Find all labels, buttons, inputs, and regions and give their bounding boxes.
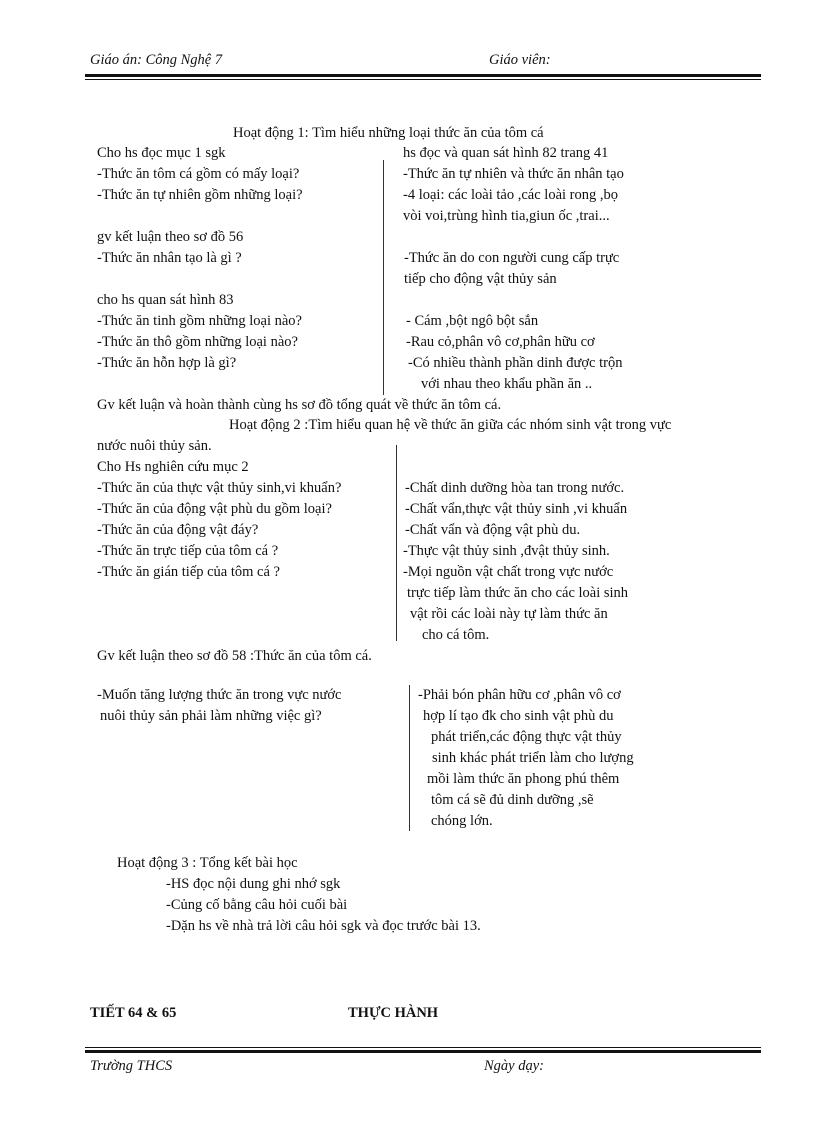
hd1-title: Hoạt động 1: Tìm hiểu những loại thức ăn của tôm cá xyxy=(233,125,544,141)
hd2-answer: -Phải bón phân hữu cơ ,phân vô cơ xyxy=(418,687,621,703)
hd1-left: -Thức ăn thô gồm những loại nào? xyxy=(97,334,298,350)
hd2-answer: sinh khác phát triển làm cho lượng xyxy=(432,750,634,766)
hd1-right: -Thức ăn do con người cung cấp trực xyxy=(404,250,620,266)
hd1-right: -Có nhiều thành phần dinh được trộn xyxy=(408,355,623,371)
hd2-title: Hoạt động 2 :Tìm hiểu quan hệ về thức ăn giữa các nhóm sinh vật trong vực xyxy=(229,417,672,433)
hd3-item: -Củng cố bằng câu hỏi cuối bài xyxy=(166,897,348,913)
hd1-left: -Thức ăn hỗn hợp là gì? xyxy=(97,355,237,371)
hd2-left: -Thức ăn của động vật đáy? xyxy=(97,522,259,538)
hd2-right: -Thực vật thủy sinh ,đvật thủy sinh. xyxy=(403,543,610,559)
hd2-right: cho cá tôm. xyxy=(422,627,490,643)
footer-right: Ngày dạy: xyxy=(484,1058,544,1074)
hd2-left: -Thức ăn gián tiếp của tôm cá ? xyxy=(97,564,280,580)
hd1-right: -Rau cỏ,phân vô cơ,phân hữu cơ xyxy=(406,334,595,350)
column-divider xyxy=(383,160,384,395)
hd1-left: Cho hs đọc mục 1 sgk xyxy=(97,145,226,161)
hd2-question: -Muốn tăng lượng thức ăn trong vực nước xyxy=(97,687,342,703)
hd1-right: hs đọc và quan sát hình 82 trang 41 xyxy=(403,145,609,161)
hd2-title-cont: nước nuôi thủy sản. xyxy=(97,438,212,454)
hd2-left: -Thức ăn của động vật phù du gồm loại? xyxy=(97,501,332,517)
hd2-answer: phát triển,các động thực vật thủy xyxy=(431,729,622,745)
hd1-right: -Thức ăn tự nhiên và thức ăn nhân tạo xyxy=(403,166,624,182)
hd2-right: -Chất dinh dưỡng hòa tan trong nước. xyxy=(405,480,625,496)
header-rule-thin xyxy=(85,79,761,80)
hd1-left: -Thức ăn tự nhiên gồm những loại? xyxy=(97,187,303,203)
hd2-right: vật rồi các loài này tự làm thức ăn xyxy=(410,606,608,622)
hd3-item: -HS đọc nội dung ghi nhớ sgk xyxy=(166,876,341,892)
hd2-left: -Thức ăn của thực vật thủy sinh,vi khuẩn? xyxy=(97,480,342,496)
column-divider xyxy=(409,685,410,831)
hd1-left: cho hs quan sát hình 83 xyxy=(97,292,234,308)
header-right: Giáo viên: xyxy=(489,52,551,68)
hd2-question: nuôi thủy sản phải làm những việc gì? xyxy=(100,708,322,724)
hd2-answer: mồi làm thức ăn phong phú thêm xyxy=(427,771,620,787)
next-lesson-title: THỰC HÀNH xyxy=(348,1005,439,1021)
footer-rule-thin xyxy=(85,1047,761,1048)
hd3-item: -Dặn hs về nhà trả lời câu hỏi sgk và đọc trước bài 13. xyxy=(166,918,481,934)
hd1-right: - Cám ,bột ngô bột sắn xyxy=(406,313,539,329)
hd1-left: -Thức ăn tinh gồm những loại nào? xyxy=(97,313,302,329)
hd1-left: gv kết luận theo sơ đồ 56 xyxy=(97,229,244,245)
hd2-right: -Chất vẩn,thực vật thủy sinh ,vi khuẩn xyxy=(405,501,628,517)
hd1-left: -Thức ăn tôm cá gồm có mấy loại? xyxy=(97,166,300,182)
hd2-left: -Thức ăn trực tiếp của tôm cá ? xyxy=(97,543,279,559)
hd2-answer: hợp lí tạo đk cho sinh vật phù du xyxy=(423,708,614,724)
footer-left: Trường THCS xyxy=(90,1058,173,1074)
hd1-right: tiếp cho động vật thủy sản xyxy=(404,271,557,287)
hd2-right: -Mọi nguồn vật chất trong vực nước xyxy=(403,564,614,580)
hd1-conclusion: Gv kết luận và hoàn thành cùng hs sơ đồ tổng quát về thức ăn tôm cá. xyxy=(97,397,502,413)
hd2-conclusion: Gv kết luận theo sơ đồ 58 :Thức ăn của tôm cá. xyxy=(97,648,372,664)
header-rule xyxy=(85,74,761,77)
hd1-left: -Thức ăn nhân tạo là gì ? xyxy=(97,250,242,266)
hd2-right: -Chất vẩn và động vật phù du. xyxy=(405,522,581,538)
hd2-answer: chóng lớn. xyxy=(431,813,493,829)
column-divider xyxy=(396,445,397,641)
hd2-left: Cho Hs nghiên cứu mục 2 xyxy=(97,459,249,475)
header-left: Giáo án: Công Nghệ 7 xyxy=(90,52,223,68)
hd1-right: -4 loại: các loài tảo ,các loài rong ,bọ xyxy=(403,187,618,203)
next-lesson-number: TIẾT 64 & 65 xyxy=(90,1005,177,1021)
footer-rule xyxy=(85,1050,761,1053)
hd1-right: vòi voi,trùng hình tia,giun ốc ,trai... xyxy=(403,208,610,224)
hd2-answer: tôm cá sẽ đủ dinh dưỡng ,sẽ xyxy=(431,792,594,808)
hd2-right: trực tiếp làm thức ăn cho các loài sinh xyxy=(407,585,629,601)
hd3-title: Hoạt động 3 : Tổng kết bài học xyxy=(117,855,298,871)
hd1-right: với nhau theo khẩu phần ăn .. xyxy=(421,376,593,392)
